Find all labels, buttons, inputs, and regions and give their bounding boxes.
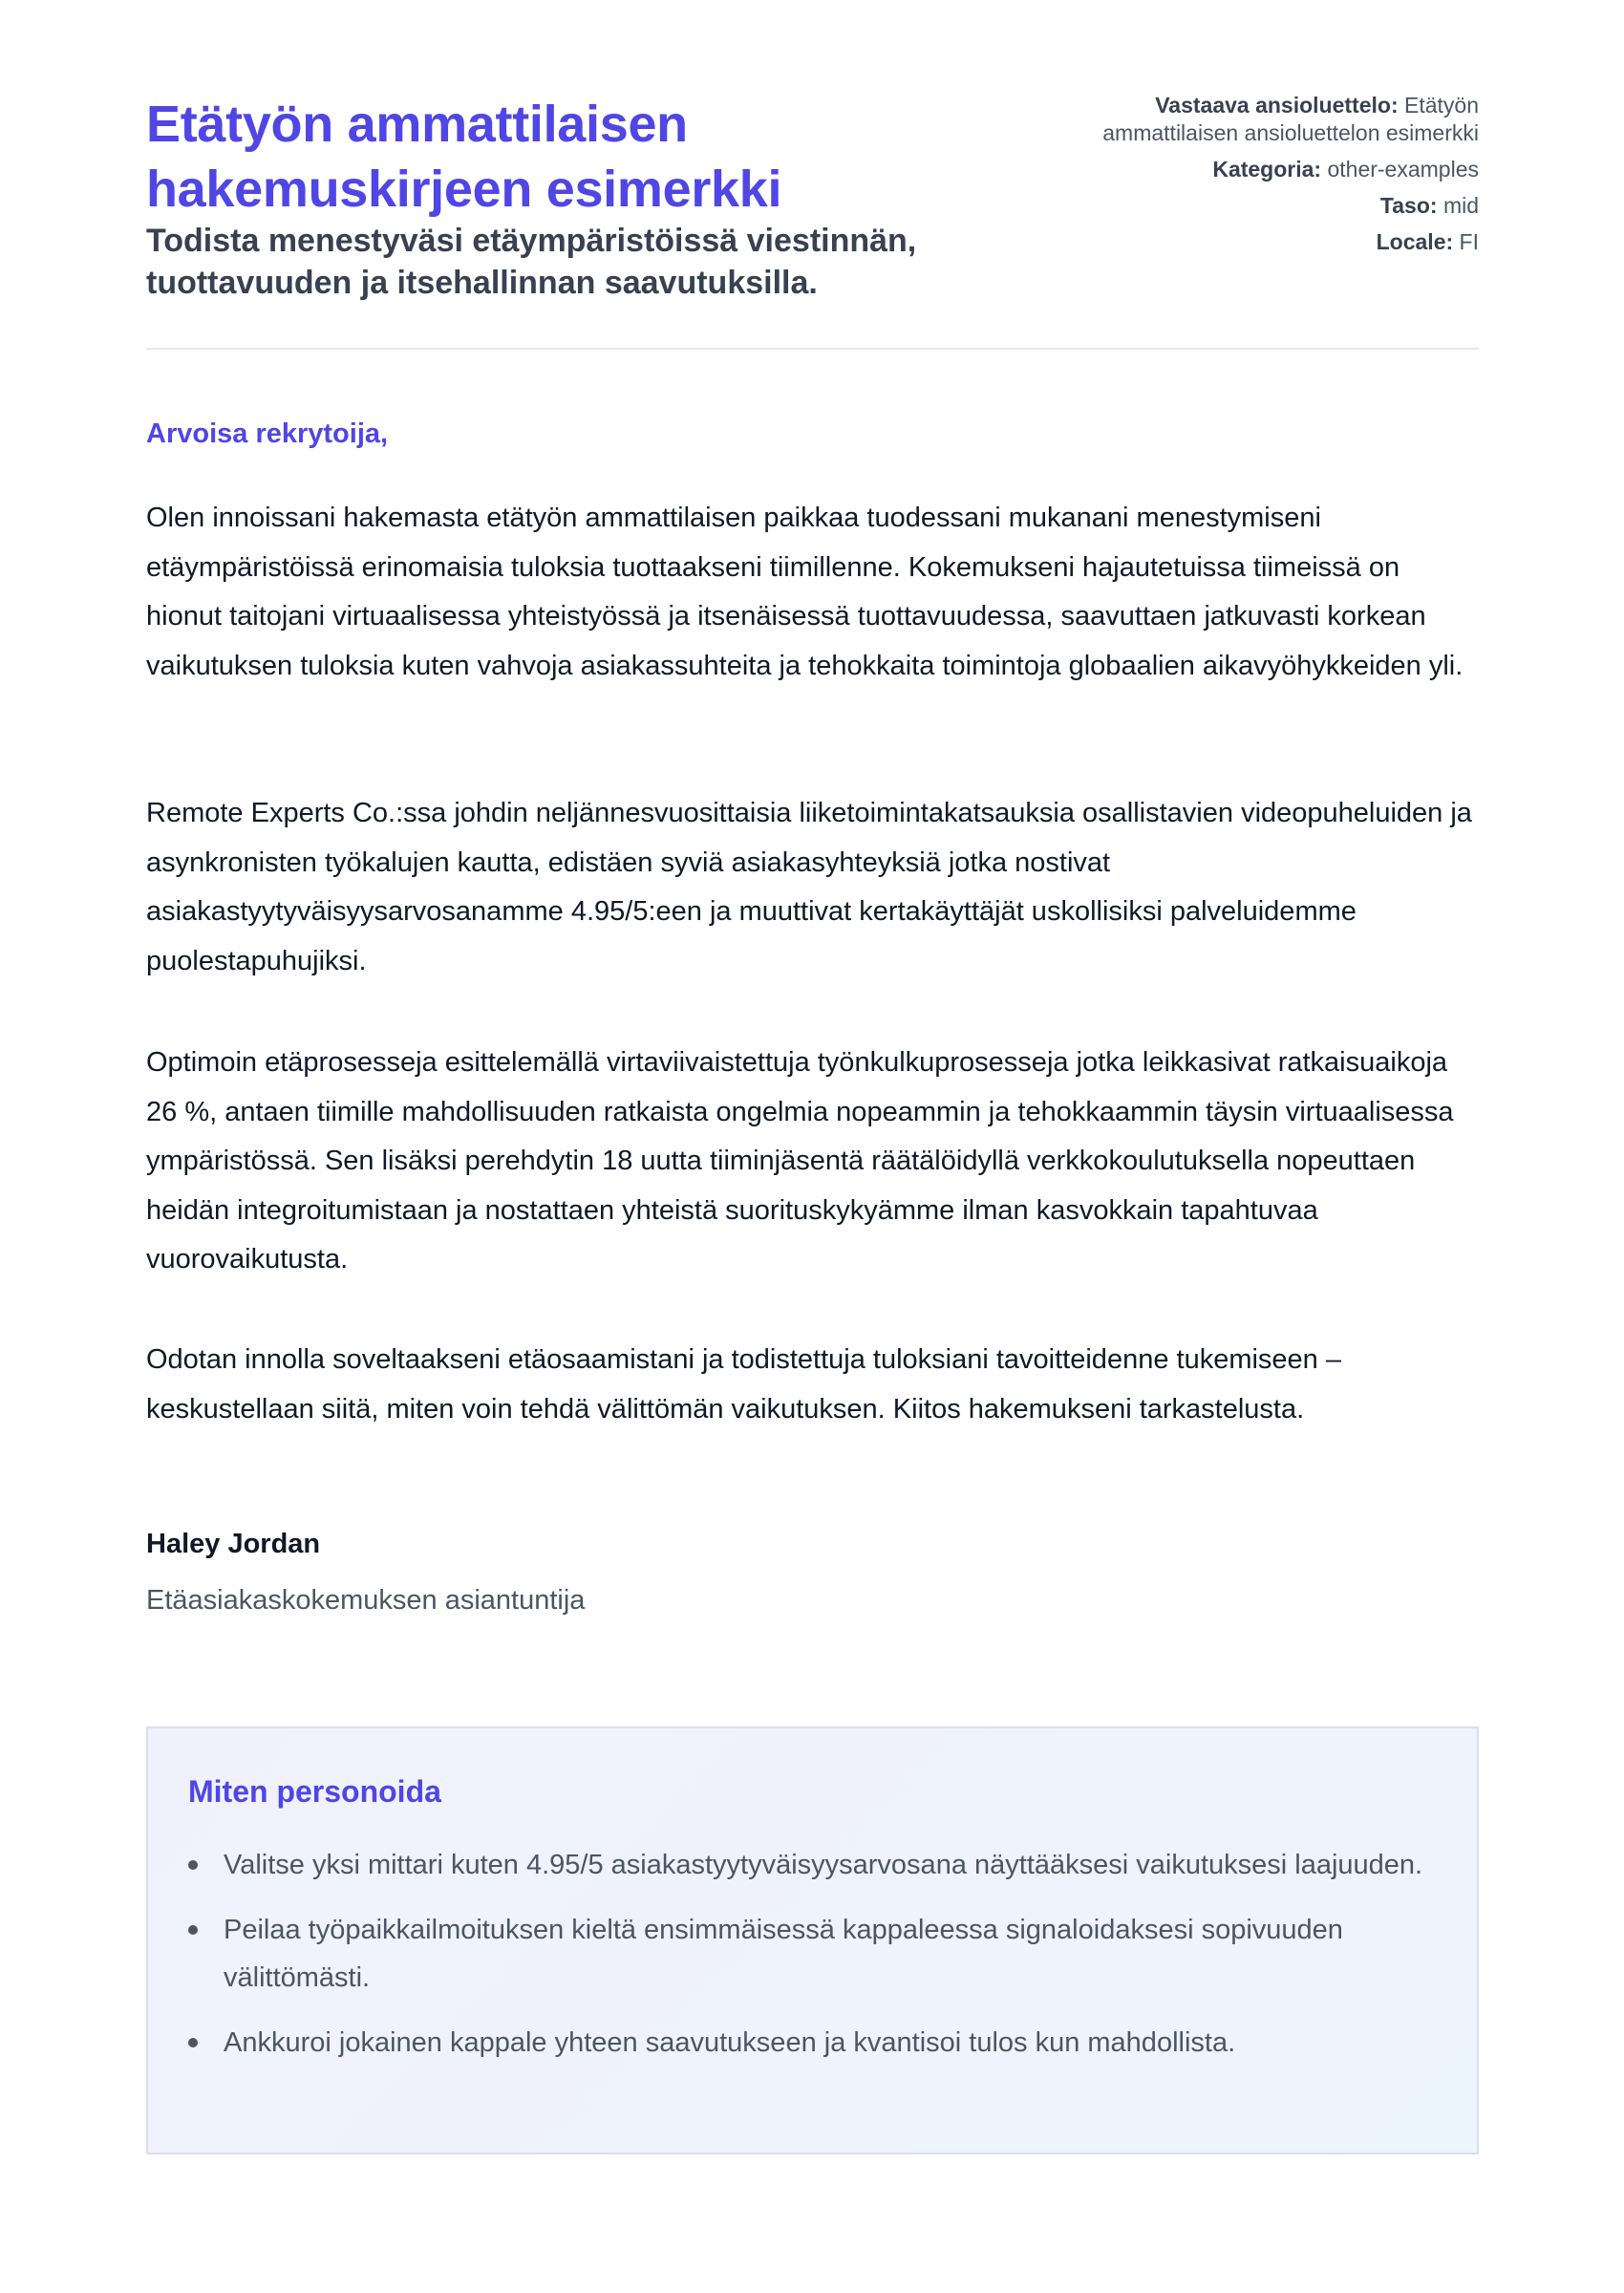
letter-salutation: Arvoisa rekrytoija, — [146, 418, 389, 449]
page — [146, 0, 1479, 2058]
document-header — [146, 0, 1479, 350]
meta-value: FI — [1459, 229, 1479, 254]
meta-value: mid — [1442, 193, 1479, 218]
tips-list — [188, 1841, 1430, 2084]
meta-locale — [1030, 228, 1479, 256]
tips-title: Miten personoida — [188, 1774, 441, 1809]
meta-category — [1030, 156, 1479, 183]
meta-level — [1030, 192, 1479, 220]
tip-item — [188, 2019, 1430, 2067]
signature-name: Haley Jordan — [146, 1529, 321, 1559]
page-subtitle: Todista menestyväsi etäympäristöissä viestinnän, tuottavuuden ja itsehallinnan saavutuksilla. — [146, 223, 917, 301]
meta-label: Kategoria: — [1212, 157, 1322, 182]
tip-item — [188, 1906, 1430, 2002]
letter-paragraph: Odotan innolla soveltaakseni etäosaamistani ja todistettuja tuloksiani tavoitteidenne tukemiseen – keskustellaan siitä, miten voin tehdä välittömän vaikutuksen. Kiitos hakemukseni tarkastelusta. — [146, 1344, 1341, 1425]
meta-value: Etätyön ammattilaisen ansioluettelon esimerkki — [1102, 93, 1479, 145]
tip-item — [188, 1841, 1430, 1889]
meta-label: Vastaava ansioluettelo: — [1155, 93, 1399, 118]
meta-label: Taso: — [1379, 193, 1438, 218]
letter-paragraph: Remote Experts Co.:ssa johdin neljännesvuosittaisia liiketoimintakatsauksia osallistavien videopuheluiden ja asynkronisten työkalujen kautta, edistäen syviä asiakasyhteyksiä jotka nostivat asiakastyytyväisyysarvosanamme 4.95/5:een ja muuttivat kertakäyttäjät uskollisiksi palveluidemme puolestapuhujiksi. — [146, 798, 1472, 976]
letter-paragraph: Olen innoissani hakemasta etätyön ammattilaisen paikkaa tuodessani mukanani menestymiseni etäympäristöissä erinomaisia tuloksia tuottaakseni tiimillenne. Kokemukseni hajautetuissa tiimeissä on hionut taitojani virtuaalisessa yhteistyössä ja itsenäisessä tuottavuudessa, saavuttaen jatkuvasti korkean vaikutuksen tuloksia kuten vahvoja asiakassuhteita ja tehokkaita toimintoja globaalien aikavyöhykkeiden yli. — [146, 503, 1464, 681]
personalization-tips-box — [146, 1726, 1479, 2154]
page-title: Etätyön ammattilaisen hakemuskirjeen esimerkki — [146, 96, 782, 218]
signature-title: Etäasiakaskokemuksen asiantuntija — [146, 1585, 586, 1616]
meta-label: Locale: — [1376, 229, 1454, 254]
letter-paragraph: Optimoin etäprosesseja esittelemällä virtaviivaistettuja työnkulkuprosesseja jotka leikkasivat ratkaisuaikoja 26 %, antaen tiimille mahdollisuuden ratkaista ongelmia nopeammin ja tehokkaammin täysin virtuaalisessa ympäristössä. Sen lisäksi perehdytin 18 uutta tiiminjäsentä räätälöidyllä verkkokoulutuksella nopeuttaen heidän integroitumistaan ja nostattaen yhteistä suorituskykyämme ilman kasvokkain tapahtuvaa vuorovaikutusta. — [146, 1047, 1454, 1275]
bullet-icon — [188, 1925, 198, 1935]
tip-text: Ankkuroi jokainen kappale yhteen saavutukseen ja kvantisoi tulos kun mahdollista. — [224, 2027, 1236, 2058]
bullet-icon — [188, 1860, 198, 1870]
tip-text: Peilaa työpaikkailmoituksen kieltä ensimmäisessä kappaleessa signaloidaksesi sopivuuden välittömästi. — [224, 1915, 1343, 1993]
tip-text: Valitse yksi mittari kuten 4.95/5 asiakastyytyväisyysarvosana näyttääksesi vaikutuksesi laajuuden. — [224, 1850, 1423, 1880]
bullet-icon — [188, 2038, 198, 2047]
meta-value: other-examples — [1327, 157, 1479, 182]
meta-related-resume — [1030, 92, 1479, 147]
meta-info — [1030, 92, 1479, 265]
